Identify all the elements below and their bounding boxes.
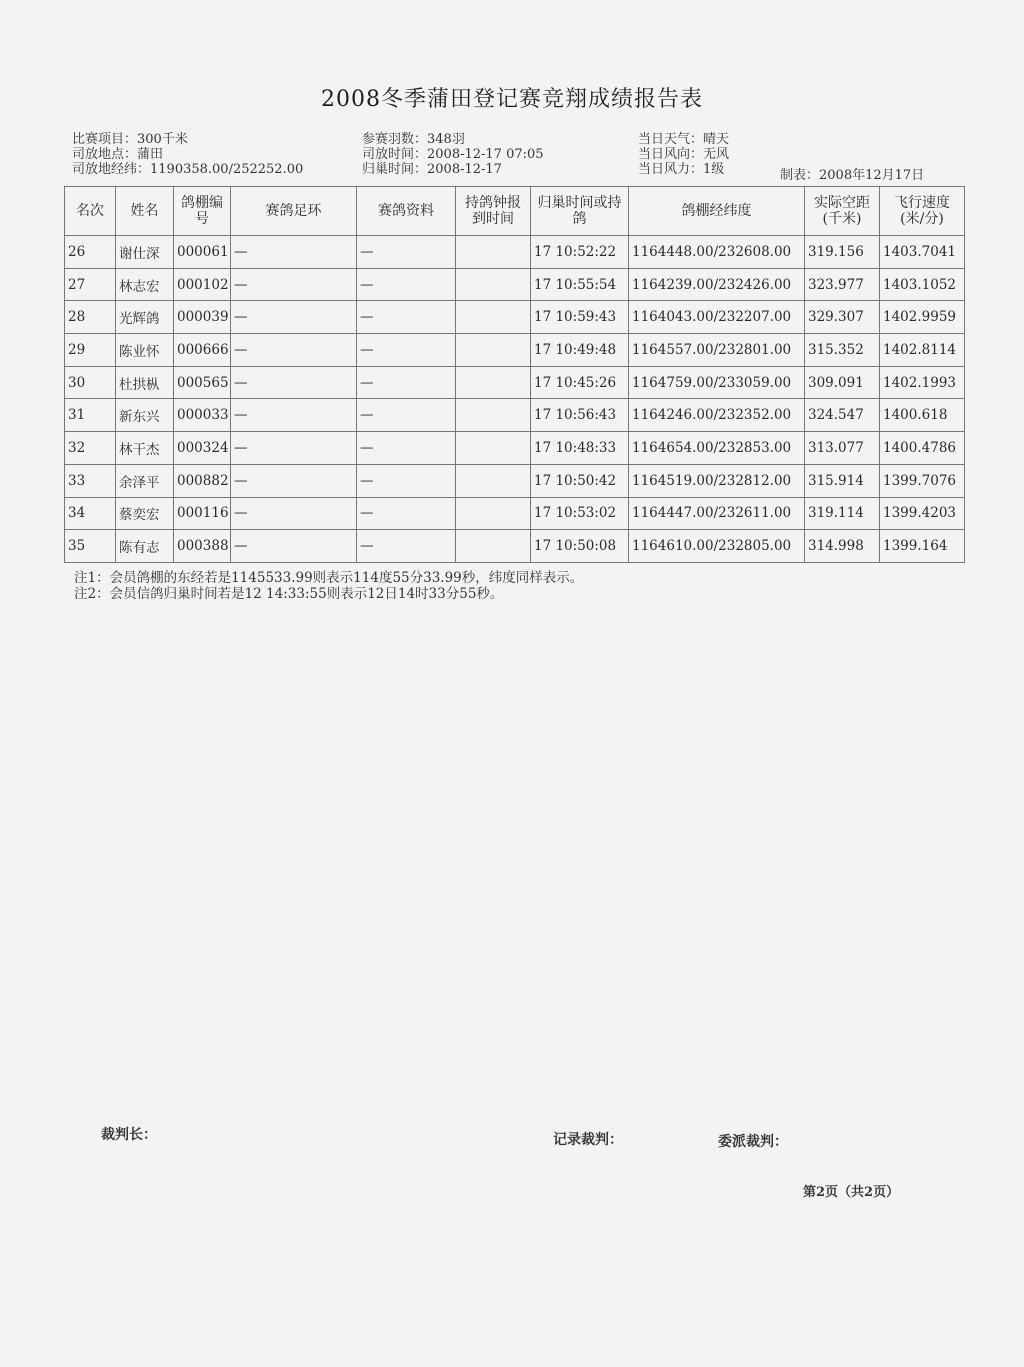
cell-speed: 1402.9959: [880, 301, 965, 334]
table-row: [65, 432, 965, 465]
cell-speed: 1399.4203: [880, 497, 965, 530]
cell-pigeon-info: —: [357, 432, 456, 465]
cell-rank: 35: [65, 530, 116, 563]
header-loft-id: 鸽棚编号: [174, 187, 231, 236]
cell-coordinates: 1164448.00/232608.00: [629, 236, 805, 269]
cell-loft-id: 000102: [174, 268, 231, 301]
note-1: 注1：会员鸽棚的东经若是1145533.99则表示114度55分33.99秒，纬度同样表示。: [74, 570, 584, 586]
cell-rank: 34: [65, 497, 116, 530]
cell-name: 林志宏: [116, 268, 174, 301]
header-distance: 实际空距(千米): [805, 187, 880, 236]
table-row: [65, 399, 965, 432]
cell-pigeon-info: —: [357, 268, 456, 301]
cell-speed: 1399.164: [880, 530, 965, 563]
cell-loft-id: 000061: [174, 236, 231, 269]
results-body: [65, 236, 965, 563]
cell-pigeon-info: —: [357, 236, 456, 269]
cell-rank: 30: [65, 366, 116, 399]
delegate-referee-label: 委派裁判：: [718, 1134, 788, 1150]
cell-clock-time: [456, 497, 531, 530]
cell-coordinates: 1164447.00/232611.00: [629, 497, 805, 530]
cell-speed: 1399.7076: [880, 464, 965, 497]
cell-distance: 324.547: [805, 399, 880, 432]
cell-pigeon-info: —: [357, 464, 456, 497]
cell-coordinates: 1164519.00/232812.00: [629, 464, 805, 497]
cell-distance: 314.998: [805, 530, 880, 563]
race-info: [72, 132, 303, 177]
table-row: [65, 301, 965, 334]
cell-pigeon-info: —: [357, 334, 456, 367]
table-header-row: [65, 187, 965, 236]
cell-ring: —: [231, 530, 357, 563]
cell-rank: 28: [65, 301, 116, 334]
cell-pigeon-info: —: [357, 399, 456, 432]
cell-arrival-time: 17 10:48:33: [531, 432, 629, 465]
wind-direction: 当日风向：无风: [638, 147, 730, 162]
cell-name: 陈有志: [116, 530, 174, 563]
cell-rank: 32: [65, 432, 116, 465]
header-clock-time: 持鸽钟报到时间: [456, 187, 531, 236]
cell-rank: 27: [65, 268, 116, 301]
made-date: 制表：2008年12月17日: [780, 168, 925, 183]
cell-loft-id: 000039: [174, 301, 231, 334]
cell-name: 林干杰: [116, 432, 174, 465]
chief-referee-label: 裁判长：: [101, 1127, 157, 1143]
entry-info: [362, 132, 544, 177]
cell-distance: 315.914: [805, 464, 880, 497]
results-table: [64, 186, 965, 563]
race-distance: 比赛项目：300千米: [72, 132, 188, 147]
header-coordinates: 鸽棚经纬度: [629, 187, 805, 236]
cell-name: 光辉鸽: [116, 301, 174, 334]
cell-loft-id: 000388: [174, 530, 231, 563]
cell-name: 杜拱枞: [116, 366, 174, 399]
cell-coordinates: 1164610.00/232805.00: [629, 530, 805, 563]
note-2: 注2：会员信鸽归巢时间若是12 14:33:55则表示12日14时33分55秒。: [74, 586, 504, 602]
cell-loft-id: 000324: [174, 432, 231, 465]
header-ring: 赛鸽足环: [231, 187, 357, 236]
table-row: [65, 366, 965, 399]
notes: [74, 570, 583, 602]
cell-pigeon-info: —: [357, 530, 456, 563]
cell-rank: 26: [65, 236, 116, 269]
page-number: 第2页（共2页）: [803, 1185, 900, 1200]
cell-distance: 313.077: [805, 432, 880, 465]
cell-pigeon-info: —: [357, 301, 456, 334]
cell-distance: 323.977: [805, 268, 880, 301]
weather-info: [638, 132, 729, 177]
cell-loft-id: 000666: [174, 334, 231, 367]
cell-ring: —: [231, 301, 357, 334]
cell-arrival-time: 17 10:50:08: [531, 530, 629, 563]
wind-force: 当日风力：1级: [638, 162, 725, 177]
cell-pigeon-info: —: [357, 497, 456, 530]
cell-speed: 1403.1052: [880, 268, 965, 301]
cell-distance: 319.114: [805, 497, 880, 530]
cell-ring: —: [231, 399, 357, 432]
cell-clock-time: [456, 366, 531, 399]
cell-arrival-time: 17 10:45:26: [531, 366, 629, 399]
cell-pigeon-info: —: [357, 366, 456, 399]
cell-coordinates: 1164239.00/232426.00: [629, 268, 805, 301]
cell-distance: 319.156: [805, 236, 880, 269]
cell-name: 谢仕深: [116, 236, 174, 269]
cell-coordinates: 1164654.00/232853.00: [629, 432, 805, 465]
cell-arrival-time: 17 10:50:42: [531, 464, 629, 497]
cell-loft-id: 000882: [174, 464, 231, 497]
cell-distance: 315.352: [805, 334, 880, 367]
cell-clock-time: [456, 268, 531, 301]
cell-coordinates: 1164043.00/232207.00: [629, 301, 805, 334]
return-date: 归巢时间：2008-12-17: [362, 162, 502, 177]
cell-speed: 1400.4786: [880, 432, 965, 465]
release-time: 司放时间：2008-12-17 07:05: [362, 147, 544, 162]
cell-coordinates: 1164246.00/232352.00: [629, 399, 805, 432]
table-row: [65, 236, 965, 269]
table-row: [65, 464, 965, 497]
cell-speed: 1402.8114: [880, 334, 965, 367]
cell-clock-time: [456, 464, 531, 497]
cell-ring: —: [231, 464, 357, 497]
page-title: 2008冬季蒲田登记赛竞翔成绩报告表: [321, 87, 703, 112]
cell-arrival-time: 17 10:59:43: [531, 301, 629, 334]
cell-name: 陈业怀: [116, 334, 174, 367]
table-row: [65, 334, 965, 367]
header-arrival-time: 归巢时间或持鸽: [531, 187, 629, 236]
cell-coordinates: 1164557.00/232801.00: [629, 334, 805, 367]
cell-ring: —: [231, 432, 357, 465]
cell-speed: 1400.618: [880, 399, 965, 432]
cell-ring: —: [231, 268, 357, 301]
cell-name: 蔡奕宏: [116, 497, 174, 530]
release-coordinates: 司放地经纬：1190358.00/252252.00: [72, 162, 304, 177]
cell-distance: 329.307: [805, 301, 880, 334]
cell-clock-time: [456, 399, 531, 432]
cell-ring: —: [231, 366, 357, 399]
cell-speed: 1403.7041: [880, 236, 965, 269]
cell-name: 新东兴: [116, 399, 174, 432]
recording-referee-label: 记录裁判：: [553, 1132, 623, 1148]
cell-clock-time: [456, 530, 531, 563]
cell-rank: 33: [65, 464, 116, 497]
cell-ring: —: [231, 497, 357, 530]
cell-clock-time: [456, 236, 531, 269]
release-location: 司放地点：蒲田: [72, 147, 164, 162]
table-row: [65, 268, 965, 301]
table-row: [65, 530, 965, 563]
cell-clock-time: [456, 334, 531, 367]
cell-arrival-time: 17 10:49:48: [531, 334, 629, 367]
cell-arrival-time: 17 10:56:43: [531, 399, 629, 432]
header-rank: 名次: [65, 187, 116, 236]
cell-loft-id: 000565: [174, 366, 231, 399]
cell-loft-id: 000116: [174, 497, 231, 530]
cell-rank: 31: [65, 399, 116, 432]
cell-distance: 309.091: [805, 366, 880, 399]
entry-count: 参赛羽数：348羽: [362, 132, 465, 147]
cell-clock-time: [456, 432, 531, 465]
cell-arrival-time: 17 10:55:54: [531, 268, 629, 301]
cell-arrival-time: 17 10:53:02: [531, 497, 629, 530]
cell-arrival-time: 17 10:52:22: [531, 236, 629, 269]
cell-coordinates: 1164759.00/233059.00: [629, 366, 805, 399]
header-pigeon-info: 赛鸽资料: [357, 187, 456, 236]
cell-rank: 29: [65, 334, 116, 367]
weather: 当日天气：晴天: [638, 132, 730, 147]
header-speed: 飞行速度(米/分): [880, 187, 965, 236]
header-name: 姓名: [116, 187, 174, 236]
cell-ring: —: [231, 236, 357, 269]
table-row: [65, 497, 965, 530]
cell-name: 余泽平: [116, 464, 174, 497]
cell-ring: —: [231, 334, 357, 367]
cell-clock-time: [456, 301, 531, 334]
cell-speed: 1402.1993: [880, 366, 965, 399]
cell-loft-id: 000033: [174, 399, 231, 432]
